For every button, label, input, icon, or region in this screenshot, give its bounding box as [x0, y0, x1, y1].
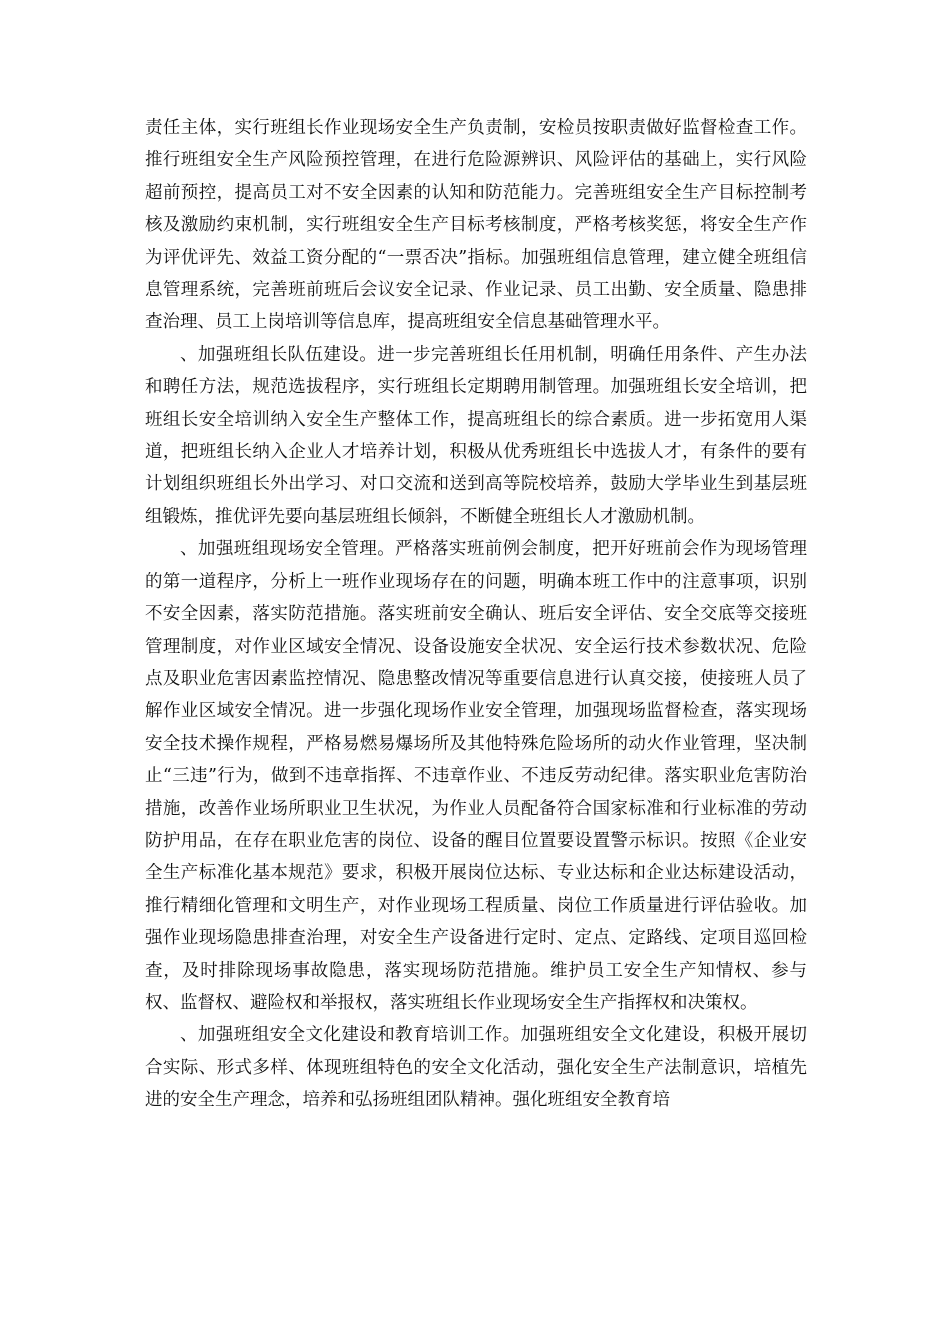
- paragraph-safety-culture-training: 、加强班组安全文化建设和教育培训工作。加强班组安全文化建设，积极开展切合实际、形式多样、体现班组特色的安全文化活动，强化安全生产法制意识，培植先进的安全生产理念，培养和弘扬班组团队精神。强化班组安全教育培: [145, 1025, 807, 1111]
- paragraph-team-leader-building: 、加强班组长队伍建设。进一步完善班组长任用机制，明确任用条件、产生办法和聘任方法，规范选拔程序，实行班组长定期聘用制管理。加强班组长安全培训，把班组长安全培训纳入安全生产整体工作，提高班组长的综合素质。进一步拓宽用人渠道，把班组长纳入企业人才培养计划，积极从优秀班组长中选拔人才，有条件的要有计划组织班组长外出学习、对口交流和送到高等院校培养，鼓励大学毕业生到基层班组锻炼，推优评先要向基层班组长倾斜，不断健全班组长人才激励机制。: [145, 344, 807, 527]
- paragraph-site-safety-management: 、加强班组现场安全管理。严格落实班前例会制度，把开好班前会作为现场管理的第一道程序，分析上一班作业现场存在的问题，明确本班工作中的注意事项，识别不安全因素，落实防范措施。落实班前安全确认、班后安全评估、安全交底等交接班管理制度，对作业区域安全情况、设备设施安全状况、安全运行技术参数状况、危险点及职业危害因素监控情况、隐患整改情况等重要信息进行认真交接，使接班人员了解作业区域安全情况。进一步强化现场作业安全管理，加强现场监督检查，落实现场安全技术操作规程，严格易燃易爆场所及其他特殊危险场所的动火作业管理，坚决制止“三违”行为，做到不违章指挥、不违章作业、不违反劳动纪律。落实职业危害防治措施，改善作业场所职业卫生状况，为作业人员配备符合国家标准和行业标准的劳动防护用品，在存在职业危害的岗位、设备的醒目位置要设置警示标识。按照《企业安全生产标准化基本规范》要求，积极开展岗位达标、专业达标和企业达标建设活动，推行精细化管理和文明生产，对作业现场工程质量、岗位工作质量进行评估验收。加强作业现场隐患排查治理，对安全生产设备进行定时、定点、定路线、定项目巡回检查，及时排除现场事故隐患，落实现场防范措施。维护员工安全生产知情权、参与权、监督权、避险权和举报权，落实班组长作业现场安全生产指挥权和决策权。: [145, 539, 807, 1013]
- paragraph-responsibility: 责任主体，实行班组长作业现场安全生产负责制，安检员按职责做好监督检查工作。推行班组安全生产风险预控管理，在进行危险源辨识、风险评估的基础上，实行风险超前预控，提高员工对不安全因素的认知和防范能力。完善班组安全生产目标控制考核及激励约束机制，实行班组安全生产目标考核制度，严格考核奖惩，将安全生产作为评优评先、效益工资分配的“一票否决”指标。加强班组信息管理，建立健全班组信息管理系统，完善班前班后会议安全记录、作业记录、员工出勤、安全质量、隐患排查治理、员工上岗培训等信息库，提高班组安全信息基础管理水平。: [145, 118, 807, 333]
- document-body: [145, 112, 807, 1117]
